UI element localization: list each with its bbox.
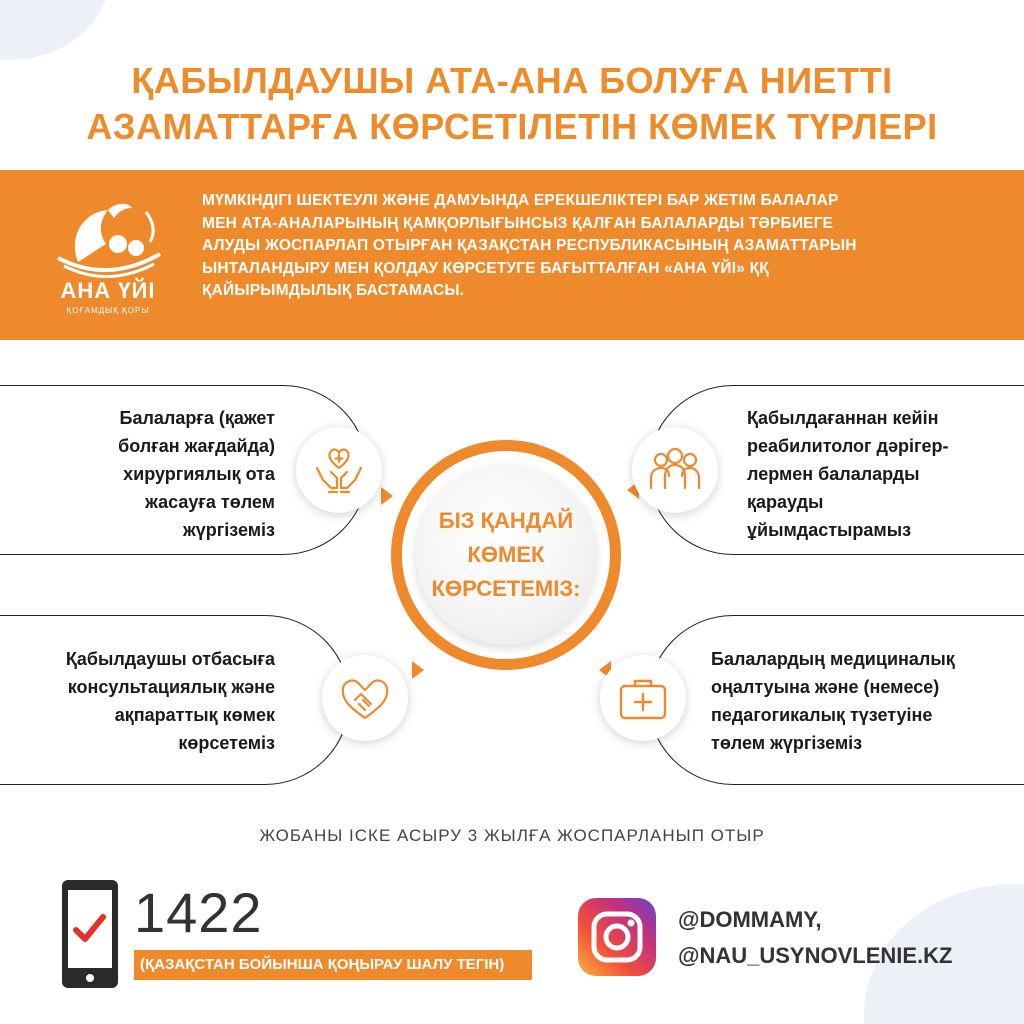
card-line: Қабылдағаннан кейін	[747, 408, 939, 428]
center-line: БІЗ ҚАНДАЙ	[438, 508, 574, 533]
banner-line: ЫНТАЛАНДЫРУ МЕН ҚОЛДАУ КӨРСЕТУГЕ БАҒЫТТАЛҒАН «АНА ҮЙІ» ҚҚ	[202, 259, 769, 277]
instagram-handle[interactable]: @NAU_USYNOVLENIE.KZ	[678, 943, 953, 968]
card-line: жүргіземіз	[182, 520, 275, 540]
handshake-heart-icon	[337, 670, 393, 726]
card-line: көрсетеміз	[178, 733, 275, 753]
phone-check-icon	[60, 878, 120, 990]
center-inner	[416, 465, 596, 645]
icon-badge	[296, 427, 382, 513]
center-circle	[391, 440, 621, 670]
card-text	[45, 404, 275, 544]
icon-badge	[322, 655, 408, 741]
card-text	[711, 645, 1011, 757]
info-banner	[0, 170, 1024, 340]
banner-text	[202, 190, 1002, 303]
people-group-icon	[645, 442, 705, 498]
hotline-number[interactable]: 1422	[134, 881, 263, 944]
card-text	[0, 645, 275, 757]
icon-badge	[600, 655, 686, 741]
card-line: хирургиялық ота	[123, 464, 275, 484]
card-line: Қабылдаушы отбасыға	[65, 649, 275, 669]
project-duration-note: ЖОБАНЫ ІСКЕ АСЫРУ 3 ЖЫЛҒА ЖОСПАРЛАНЫП ОТЫР	[259, 826, 765, 845]
medical-kit-icon	[615, 670, 671, 726]
center-line: КӨРСЕТЕМІЗ:	[431, 576, 581, 601]
card-line: Балаларға (қажет	[119, 408, 275, 428]
page-title	[0, 58, 1024, 150]
card-line: оңалтуына және (немесе)	[711, 677, 940, 697]
card-line: консультациялық және	[67, 677, 275, 697]
icon-badge	[632, 427, 718, 513]
banner-line: АЛУДЫ ЖОСПАРЛАП ОТЫРҒАН ҚАЗАҚСТАН РЕСПУБЛИКАСЫНЫҢ АЗАМАТТАРЫН	[202, 237, 857, 254]
banner-line: ҚАЙЫРЫМДЫЛЫҚ БАСТАМАСЫ.	[202, 282, 465, 299]
bird-nest-logo-icon	[38, 192, 178, 282]
card-line: қарауды	[747, 492, 824, 512]
card-text	[747, 404, 1007, 544]
card-line: педагогикалық түзетуіне	[711, 705, 933, 725]
hands-heart-icon	[311, 442, 367, 498]
center-heading	[432, 504, 581, 606]
pointer-arrow	[412, 661, 424, 679]
card-line: ақпараттық көмек	[114, 705, 275, 725]
card-line: ұйымдастырамыз	[747, 520, 912, 540]
card-line: төлем жүргіземіз	[711, 733, 863, 753]
logo	[38, 192, 178, 322]
banner-line: МҮМКІНДІГІ ШЕКТЕУЛІ ЖӘНЕ ДАМУЫНДА ЕРЕКШЕЛІКТЕРІ БАР ЖЕТІМ БАЛАЛАР	[202, 192, 839, 209]
title-line: ҚАБЫЛДАУШЫ АТА-АНА БОЛУҒА НИЕТТІ	[131, 60, 893, 101]
card-line: болған жағдайда)	[118, 436, 275, 456]
center-line: КӨМЕК	[467, 542, 545, 567]
card-line: реабилитолог дәрігер-	[747, 436, 949, 456]
logo-name: АНА ҮЙІ	[60, 278, 156, 303]
card-line: жасауға төлем	[145, 492, 275, 512]
logo-subtitle: ҚОҒАМДЫҚ ҚОРЫ	[66, 306, 150, 315]
instagram-icon[interactable]	[578, 898, 656, 976]
help-card-consultation	[0, 615, 350, 785]
hotline-note: (ҚАЗАҚСТАН БОЙЫНША ҚОҢЫРАУ ШАЛУ ТЕГІН)	[134, 950, 532, 980]
corner-decoration	[0, 0, 110, 60]
banner-line: МЕН АТА-АНАЛАРЫНЫҢ ҚАМҚОРЛЫҒЫНСЫЗ ҚАЛҒАН БАЛАЛАРДЫ ТӘРБИЕГЕ	[202, 214, 834, 232]
pointer-arrow	[381, 487, 393, 505]
card-line: лермен балаларды	[747, 464, 920, 484]
title-line: АЗАМАТТАРҒА КӨРСЕТІЛЕТІН КӨМЕК ТҮРЛЕРІ	[86, 106, 938, 147]
instagram-handle[interactable]: @DOMMAMY,	[678, 907, 822, 932]
help-card-medical-payment	[648, 615, 1024, 785]
card-line: Балалардың медициналық	[711, 649, 955, 669]
social-handles	[678, 902, 952, 974]
